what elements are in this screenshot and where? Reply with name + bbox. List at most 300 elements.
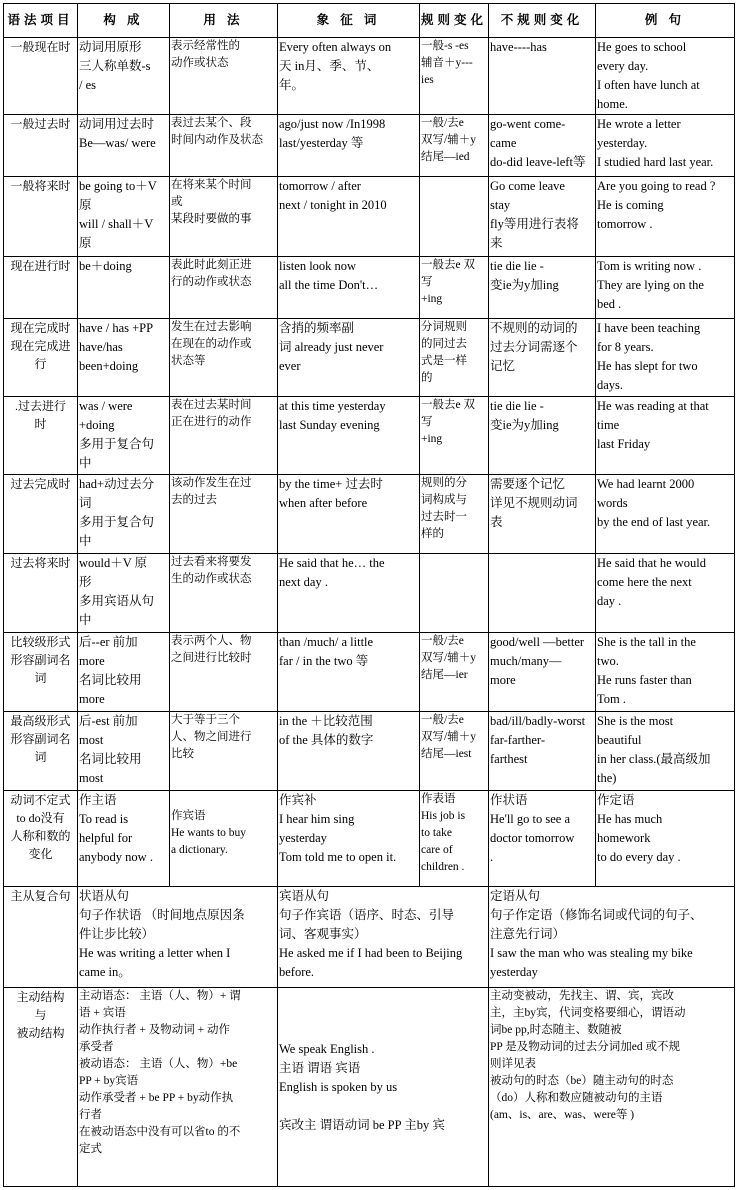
cell-line: 作状语	[490, 793, 528, 807]
regular-cell	[420, 712, 489, 791]
cell-line: good/well —better	[490, 635, 585, 649]
cell-line: 定语从句	[490, 889, 541, 903]
cell-line: was / were	[79, 399, 133, 413]
cell-line: 名词比较用	[79, 752, 142, 766]
example-cell	[596, 475, 735, 554]
cell-line: 之间进行比较时	[171, 652, 252, 664]
cell-line: She is the most	[597, 714, 674, 728]
row-label	[4, 319, 78, 397]
cell-line: 的同过去	[421, 338, 467, 350]
example-cell	[596, 712, 735, 791]
cell-line: We had learnt 2000	[597, 477, 695, 491]
cell-line: 需要逐个记忆	[490, 477, 566, 491]
cell-line: came	[490, 136, 517, 150]
form-cell	[78, 115, 170, 177]
cell-line: 中	[79, 613, 92, 627]
cell-line: 现在完成进	[10, 339, 71, 353]
usage-cell	[170, 554, 278, 633]
cell-line: 表此时此刻正进	[171, 259, 252, 271]
signal-cell	[278, 554, 420, 633]
cell-line: 与	[34, 1008, 47, 1022]
cell-line: 词	[79, 496, 92, 510]
cell-line: 双写/辅＋y	[421, 652, 476, 664]
cell-line: 词 already just never	[279, 340, 384, 354]
form-cell	[78, 397, 170, 475]
cell-line: 规则的分	[421, 477, 467, 489]
cell-line: 表过去某个、段	[171, 117, 252, 129]
cell-line: more	[79, 654, 105, 668]
cell-line: have----has	[490, 40, 547, 54]
table-row	[4, 554, 735, 633]
form-cell	[78, 38, 170, 115]
cell-line: fly等用进行表将	[490, 217, 579, 231]
cell-line: 形容副词名	[10, 732, 71, 746]
cell-line: +doing	[79, 418, 115, 432]
cell-line: (am、is、are、was、were等 )	[490, 1109, 635, 1121]
form-cell	[78, 177, 170, 257]
cell-line: 样的	[421, 528, 444, 540]
cell-line: 过去完成时	[10, 477, 71, 491]
cell-line: 过去时一	[421, 511, 467, 523]
cell-line: homework	[597, 831, 651, 845]
cell-line: 一般去e 双	[421, 259, 475, 271]
usage-cell	[170, 475, 278, 554]
signal-cell	[278, 475, 420, 554]
cell-line: would＋V 原	[79, 556, 148, 570]
cell-line: 中	[79, 456, 92, 470]
cell-line: 一般去e 双	[421, 399, 475, 411]
form-cell	[78, 475, 170, 554]
row-label	[4, 554, 78, 633]
cell-line: 表示经常性的	[171, 40, 240, 52]
regular-cell	[420, 475, 489, 554]
example-cell	[596, 177, 735, 257]
cell-line: 一般-s -es	[421, 40, 469, 52]
cell-line: 结尾—ier	[421, 669, 468, 681]
cell-line: He was writing a letter when I	[79, 946, 231, 960]
cell-line: His job is	[421, 810, 466, 822]
cell-line: 写	[421, 416, 433, 428]
cell-line: yesterday	[279, 831, 327, 845]
cell-line: than /much/ a little	[279, 635, 374, 649]
cell-line: 记忆	[490, 359, 516, 373]
cell-line: 人称和数的	[10, 829, 71, 843]
cell-line: more	[79, 692, 105, 706]
cell-line: last Friday	[597, 437, 651, 451]
cell-line: 行	[34, 357, 47, 371]
cell-line: ever	[279, 359, 301, 373]
cell-line: ago/just now /In1998	[279, 117, 386, 131]
cell-line: 现在完成时	[10, 321, 71, 335]
cell-line: （do）人称和数应随被动句的主语	[490, 1092, 663, 1104]
signal-cell	[278, 397, 420, 475]
cell-line: 动词用过去时	[79, 117, 155, 131]
cell-line: 过去分词需逐个	[490, 340, 578, 354]
cell-line: She is the tall in the	[597, 635, 696, 649]
regular-cell	[420, 38, 489, 115]
table-row	[4, 115, 735, 177]
table-row	[4, 988, 735, 1187]
row-label	[4, 633, 78, 712]
cell-line: 辅音＋y---	[421, 57, 473, 69]
cell-line: 分词规则	[421, 321, 467, 333]
regular-cell	[420, 177, 489, 257]
cell-line: for 8 years.	[597, 340, 654, 354]
voice-structure-cell	[78, 988, 278, 1187]
cell-line: 动作或状态	[171, 57, 229, 69]
example-cell	[596, 38, 735, 115]
cell-line: be＋doing	[79, 259, 132, 273]
usage-cell	[170, 177, 278, 257]
cell-line: 作宾语	[171, 810, 206, 822]
cell-line: do-did leave-left等	[490, 155, 586, 169]
usage-cell	[170, 397, 278, 475]
cell-line: most	[79, 733, 104, 747]
cell-line: to do没有	[16, 811, 65, 825]
cell-line: I often have lunch at	[597, 78, 700, 92]
cell-line: 承受者	[79, 1041, 114, 1053]
cell-line: 词、客观事实）	[279, 927, 367, 941]
cell-line: English is spoken by us	[279, 1079, 398, 1094]
cell-line: I have been teaching	[597, 321, 701, 335]
cell-line: 中	[79, 534, 92, 548]
cell-line: 原	[79, 236, 92, 250]
cell-line: 后--er 前加	[79, 635, 138, 649]
form-cell	[78, 712, 170, 791]
example-cell	[596, 319, 735, 397]
cell-line: by the time+ 过去时	[279, 477, 383, 491]
cell-line: far / in the two 等	[279, 654, 369, 668]
row-label	[4, 115, 78, 177]
cell-line: 一般/去e	[421, 635, 464, 647]
table-row	[4, 887, 735, 988]
cell-line: Are you going to read ?	[597, 179, 716, 193]
cell-line: by the end of last year.	[597, 515, 711, 529]
cell-line: 不规则的动词的	[490, 321, 578, 335]
cell-line: been+doing	[79, 359, 139, 373]
cell-line: +ing	[421, 433, 443, 445]
usage-cell	[170, 257, 278, 319]
cell-line: 词be pp,时态随主、数随被	[490, 1024, 622, 1036]
cell-line: tomorrow .	[597, 217, 653, 231]
irregular-cell	[489, 177, 596, 257]
cell-line: 结尾—iest	[421, 748, 472, 760]
cell-line: 表在过去某时间	[171, 399, 252, 411]
cell-line: 多用于复合句	[79, 437, 155, 451]
irregular-cell	[489, 712, 596, 791]
cell-line: 词	[34, 750, 47, 764]
cell-line: 则详见表	[490, 1058, 536, 1070]
cell-line: 三人称单数-s	[79, 59, 151, 73]
cell-line: 正在进行的动作	[171, 416, 252, 428]
cell-line: 作宾补	[279, 793, 317, 807]
cell-line: 表	[490, 515, 503, 529]
cell-line: PP 是及物动词的过去分词加ed 或不规	[490, 1041, 680, 1053]
cell-line: 定式	[79, 1143, 102, 1155]
cell-line: 现在进行时	[10, 259, 71, 273]
cell-line: ies	[421, 74, 434, 86]
cell-line: 式是一样	[421, 355, 467, 367]
cell-line: 或	[171, 196, 183, 208]
cell-line: 语 + 宾语	[79, 1007, 126, 1019]
column-header: 规则变化	[420, 4, 489, 38]
cell-line: 作表语	[421, 793, 456, 805]
row-label	[4, 988, 78, 1187]
cell-line: 在将来某个时间	[171, 179, 252, 191]
cell-line: beautiful	[597, 733, 642, 747]
cell-line: I saw the man who was stealing my bike	[490, 946, 693, 960]
form-cell	[78, 633, 170, 712]
cell-line: 作定语	[597, 793, 635, 807]
cell-line: +ing	[421, 293, 443, 305]
cell-line: when after before	[279, 496, 368, 510]
cell-line: 表示两个人、物	[171, 635, 252, 647]
cell-line: 被动句的时态（be）随主动句的时态	[490, 1075, 674, 1087]
irregular-cell	[489, 633, 596, 712]
cell-line: a dictionary.	[171, 844, 228, 856]
cell-line: 件让步比较）	[79, 927, 155, 941]
usage-cell	[170, 115, 278, 177]
cell-line: 某段时要做的事	[171, 213, 252, 225]
cell-line: time	[597, 418, 620, 432]
cell-line: 过去将来时	[10, 556, 71, 570]
table-body	[4, 38, 735, 1187]
table-row	[4, 177, 735, 257]
cell-line: 句子作状语 （时间地点原因条	[79, 908, 245, 922]
cell-line: day .	[597, 594, 622, 608]
cell-line: 年。	[279, 78, 305, 92]
cell-line: 主动结构	[16, 990, 65, 1004]
column-header: 用 法	[170, 4, 278, 38]
cell-line: most	[79, 771, 104, 785]
row-label	[4, 475, 78, 554]
cell-line: 宾改主 谓语动词 be PP 主by 宾	[279, 1117, 445, 1132]
cell-line: He wrote a letter	[597, 117, 681, 131]
cell-line: 大于等于三个	[171, 714, 240, 726]
irregular-cell	[489, 319, 596, 397]
cell-line: 行的动作或状态	[171, 276, 252, 288]
cell-line: We speak English .	[279, 1041, 375, 1056]
example-cell	[596, 554, 735, 633]
cell-line: He wants to buy	[171, 827, 247, 839]
cell-line: 一般/去e	[421, 117, 464, 129]
cell-line: 一般过去时	[10, 117, 71, 131]
cell-line: have/has	[79, 340, 123, 354]
regular-cell	[420, 397, 489, 475]
cell-line: 一般/去e	[421, 714, 464, 726]
signal-cell	[278, 257, 420, 319]
cell-line: 句子作定语（修饰名词或代词的句子、	[490, 908, 703, 922]
table-row	[4, 319, 735, 397]
usage-cell	[170, 38, 278, 115]
cell-line: in the ＋比较范围	[279, 714, 373, 728]
cell-line: He has much	[597, 812, 663, 826]
cell-line: 多用宾语从句	[79, 594, 155, 608]
cell-line: .过去进行	[14, 399, 66, 413]
cell-line: of the 具体的数字	[279, 733, 374, 747]
cell-line: 注意先行词）	[490, 927, 566, 941]
irregular-cell	[489, 257, 596, 319]
cell-line: 词	[34, 671, 47, 685]
cell-line: 含捎的频率副	[279, 321, 355, 335]
form-cell	[78, 257, 170, 319]
cell-line	[171, 791, 276, 808]
cell-line: tie die lie -	[490, 259, 544, 273]
cell-line: 名词比较用	[79, 673, 142, 687]
object-clause-cell	[278, 887, 489, 988]
adverbial-clause-cell	[78, 887, 278, 988]
cell-line: far-farther-	[490, 733, 546, 747]
example-cell	[596, 633, 735, 712]
cell-line: He'll go to see a	[490, 812, 571, 826]
cell-line: yesterday.	[597, 136, 648, 150]
cell-line: 多用于复合句	[79, 515, 155, 529]
cell-line: next day .	[279, 575, 328, 589]
cell-line: 双写/辅＋y	[421, 731, 476, 743]
cell-line: 词构成与	[421, 494, 467, 506]
cell-line: tie die lie -	[490, 399, 544, 413]
irregular-cell	[489, 791, 596, 887]
cell-line: 在被动语态中没有可以省to 的不	[79, 1126, 241, 1138]
cell-line: He goes to school	[597, 40, 687, 54]
cell-line: 一般现在时	[10, 40, 71, 54]
cell-line: before.	[279, 965, 315, 979]
table-row	[4, 712, 735, 791]
cell-line: bad/ill/badly-worst	[490, 714, 586, 728]
cell-line: 主语 谓语 宾语	[279, 1060, 361, 1075]
cell-line: Be—was/ were	[79, 136, 156, 150]
cell-line: 主，主by宾，代词变格要细心，谓语动	[490, 1007, 686, 1019]
cell-line: 一般将来时	[10, 179, 71, 193]
cell-line: He was reading at that	[597, 399, 709, 413]
cell-line: 发生在过去影响	[171, 321, 252, 333]
cell-line: farthest	[490, 752, 528, 766]
cell-line: 该动作发生在过	[171, 477, 252, 489]
cell-line: the)	[597, 771, 617, 785]
cell-line: much/many—	[490, 654, 562, 668]
cell-line: 宾语从句	[279, 889, 330, 903]
usage-cell	[170, 633, 278, 712]
cell-line: 形	[79, 575, 92, 589]
cell-line: 变ie为y加ing	[490, 278, 559, 292]
row-label	[4, 257, 78, 319]
row-label	[4, 177, 78, 257]
cell-line: will / shall＋V	[79, 217, 154, 231]
cell-line: 状态等	[171, 355, 206, 367]
cell-line: Tom .	[597, 692, 626, 706]
cell-line: 天 in月、季、节、	[279, 59, 380, 73]
signal-cell	[278, 319, 420, 397]
cell-line: 双写/辅＋y	[421, 134, 476, 146]
regular-cell	[420, 115, 489, 177]
cell-line: days.	[597, 378, 624, 392]
cell-line: came in。	[79, 965, 131, 979]
cell-line: 详见不规则动词	[490, 496, 578, 510]
regular-cell	[420, 633, 489, 712]
signal-cell	[278, 791, 420, 887]
cell-line: 原	[79, 198, 92, 212]
cell-line: 被动语态： 主语（人、物）+be	[79, 1058, 238, 1070]
cell-line: to do every day .	[597, 850, 681, 864]
cell-line: had+动过去分	[79, 477, 155, 491]
cell-line: go-went come-	[490, 117, 566, 131]
table-row	[4, 791, 735, 887]
cell-line: To read is	[79, 812, 129, 826]
cell-line: care of	[421, 844, 453, 856]
cell-line: He runs faster than	[597, 673, 692, 687]
cell-line: 动作执行者 + 及物动词 + 动作	[79, 1024, 230, 1036]
cell-line: 时	[34, 417, 47, 431]
example-cell	[596, 791, 735, 887]
cell-line: last/yesterday 等	[279, 136, 364, 150]
cell-line: 来	[490, 236, 503, 250]
cell-line: tomorrow / after	[279, 179, 361, 193]
table-row	[4, 38, 735, 115]
cell-line: 变化	[28, 847, 53, 861]
cell-line: 作主语	[79, 793, 117, 807]
cell-line: / es	[79, 78, 97, 92]
cell-line: I studied hard last year.	[597, 155, 714, 169]
table-row	[4, 475, 735, 554]
cell-line: children .	[421, 861, 465, 873]
cell-line: 最高级形式	[10, 714, 71, 728]
cell-line: 比较级形式	[10, 635, 71, 649]
cell-line: have / has +PP	[79, 321, 154, 335]
signal-cell	[278, 115, 420, 177]
cell-line: 主动语态： 主语（人、物）+ 谓	[79, 990, 241, 1002]
cell-line: .	[490, 850, 494, 864]
cell-line: Every often always on	[279, 40, 392, 54]
irregular-cell	[489, 397, 596, 475]
row-label	[4, 791, 78, 887]
cell-line: 状语从句	[79, 889, 130, 903]
row-label	[4, 887, 78, 988]
cell-line: 被动结构	[16, 1026, 65, 1040]
cell-line: 行者	[79, 1109, 102, 1121]
cell-line: 生的动作或状态	[171, 573, 252, 585]
regular-cell	[420, 554, 489, 633]
column-header: 语法项目	[4, 4, 78, 38]
usage-cell	[170, 712, 278, 791]
cell-line: doctor tomorrow	[490, 831, 575, 845]
cell-line: Go come leave	[490, 179, 565, 193]
cell-line	[279, 1097, 487, 1116]
cell-line: more	[490, 673, 516, 687]
cell-line: two.	[597, 654, 619, 668]
cell-line: last Sunday evening	[279, 418, 380, 432]
cell-line: 比较	[171, 748, 194, 760]
cell-line: 去的过去	[171, 494, 217, 506]
column-header: 象 征 词	[278, 4, 420, 38]
cell-line: words	[597, 496, 628, 510]
voice-example-cell	[278, 988, 489, 1187]
regular-cell	[420, 791, 489, 887]
attributive-clause-cell	[489, 887, 735, 988]
regular-cell	[420, 257, 489, 319]
example-cell	[596, 115, 735, 177]
example-cell	[596, 257, 735, 319]
cell-line: Tom told me to open it.	[279, 850, 397, 864]
column-header: 构 成	[78, 4, 170, 38]
row-label	[4, 712, 78, 791]
cell-line: listen look now	[279, 259, 357, 273]
row-label	[4, 397, 78, 475]
cell-line: 后-est 前加	[79, 714, 138, 728]
cell-line: He said that he… the	[279, 556, 385, 570]
header-row	[4, 4, 735, 38]
signal-cell	[278, 712, 420, 791]
table-row	[4, 397, 735, 475]
